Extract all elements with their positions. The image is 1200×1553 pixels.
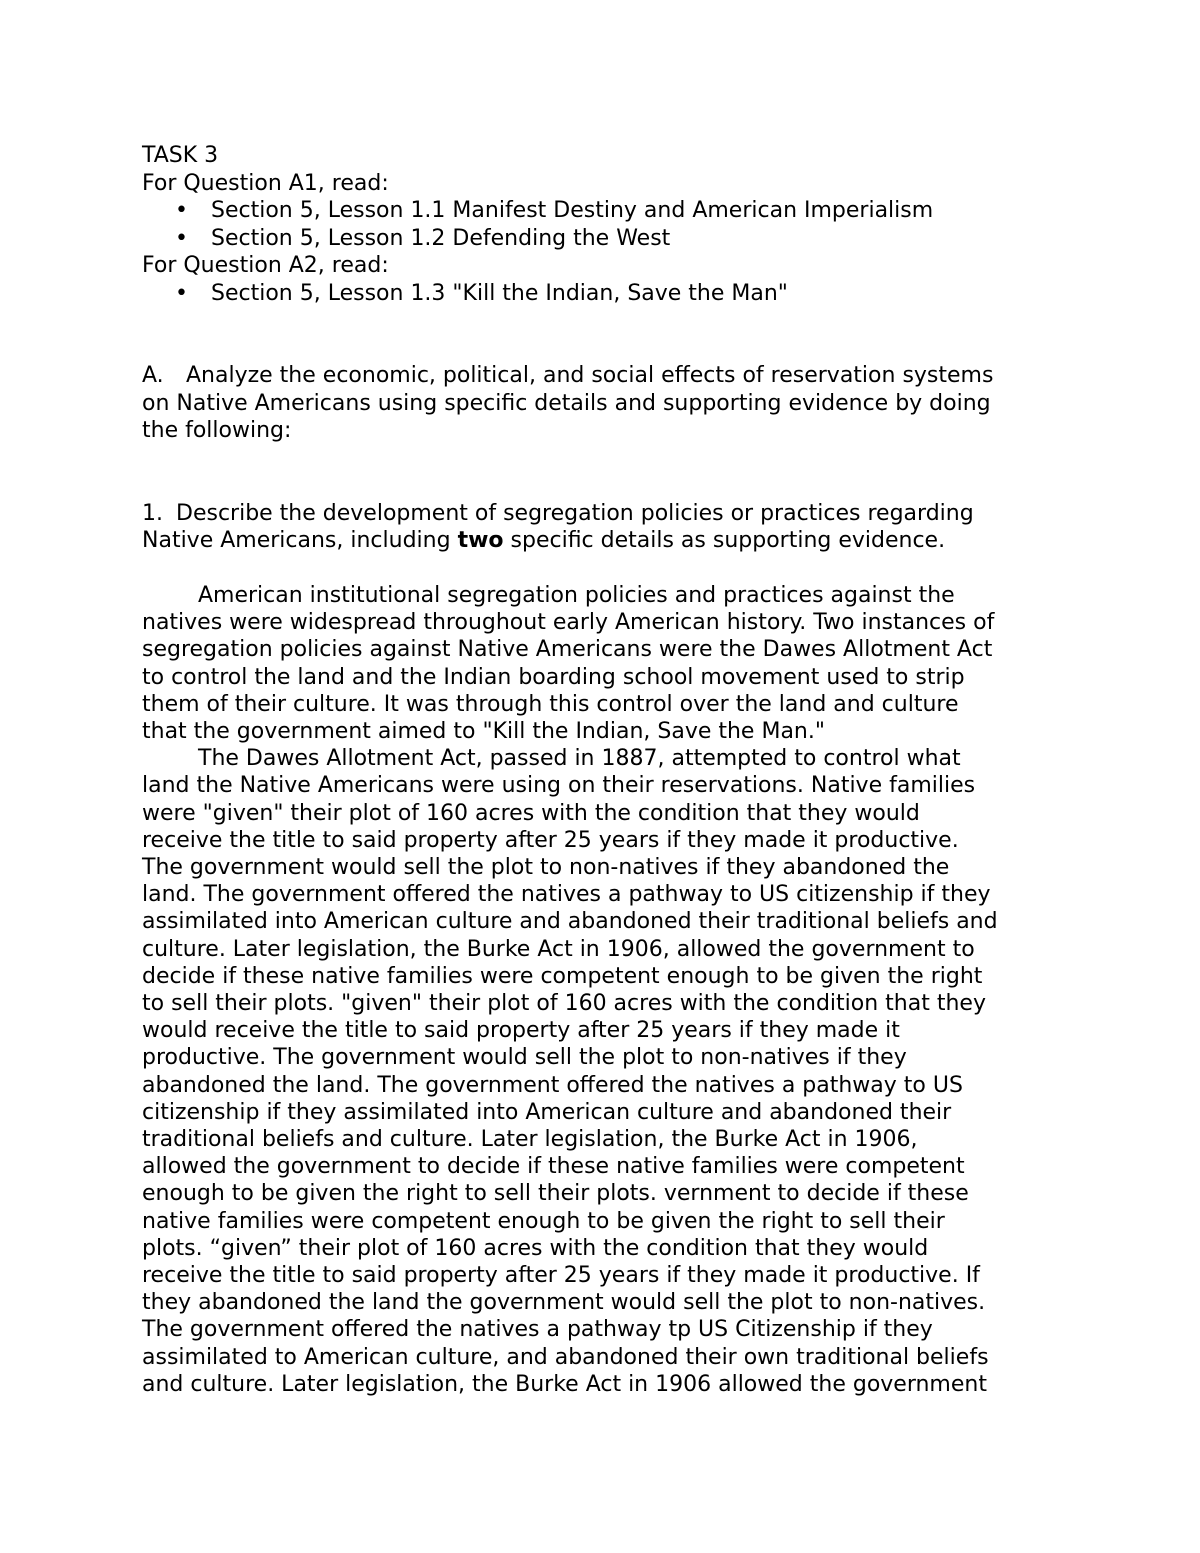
prompt-1-text: specific details as supporting evidence. [503, 528, 946, 553]
prompt-a [142, 362, 1067, 445]
task-title: TASK 3 [142, 143, 219, 168]
paragraph-line: traditional beliefs and culture. Later legislation, the Burke Act in 1906, [142, 1127, 918, 1153]
paragraph-line: productive. The government would sell the plot to non-natives if they [142, 1045, 907, 1071]
paragraph-line: decide if these native families were competent enough to be given the right [142, 963, 983, 989]
prompt-a-line [142, 362, 1067, 390]
prompt-a-line: the following: [142, 418, 292, 443]
paragraph-line: receive the title to said property after 25 years if they made it productive. If [142, 1263, 980, 1289]
reading-item-text: Section 5, Lesson 1.2 Defending the West [211, 225, 671, 251]
reading-item [142, 197, 1067, 225]
spacer [142, 445, 1067, 500]
paragraph-line: land the Native Americans were using on their reservations. Native families [142, 773, 976, 799]
prompt-1 [142, 500, 1067, 555]
reading-item [142, 225, 1067, 253]
prompt-a-text: Analyze the economic, political, and social effects of reservation systems [186, 363, 994, 388]
paragraph-line: allowed the government to decide if these native families were competent [142, 1154, 965, 1180]
answer-paragraph-1 [142, 582, 1067, 745]
paragraph-line: them of their culture. It was through this control over the land and culture [142, 691, 959, 717]
spacer [142, 307, 1067, 362]
paragraph-line: were "given" their plot of 160 acres with the condition that they would [142, 800, 920, 826]
reading-item [142, 280, 1067, 308]
paragraph-line: land. The government offered the natives a pathway to US citizenship if they [142, 882, 991, 908]
document-page [142, 142, 1067, 1398]
paragraph-line: American institutional segregation policies and practices against the [198, 583, 955, 608]
paragraph-line: to control the land and the Indian boarding school movement used to strip [142, 664, 965, 690]
paragraph-line: to sell their plots. "given" their plot of 160 acres with the condition that they [142, 991, 986, 1017]
paragraph-line: The Dawes Allotment Act, passed in 1887, attempted to control what [198, 746, 961, 772]
prompt-1-label: 1. [142, 500, 163, 526]
question-a1-reading-list [142, 197, 1067, 252]
question-a2-intro: For Question A2, read: [142, 253, 389, 278]
paragraph-line: receive the title to said property after 25 years if they made it productive. [142, 827, 959, 853]
paragraph-line: enough to be given the right to sell their plots. vernment to decide if these [142, 1181, 969, 1207]
paragraph-line: that the government aimed to "Kill the Indian, Save the Man." [142, 719, 825, 745]
bullet-icon: • [175, 280, 188, 306]
prompt-1-text: Describe the development of segregation policies or practices regarding [176, 500, 974, 526]
paragraph-line: would receive the title to said property after 25 years if they made it [142, 1018, 900, 1044]
prompt-1-text: Native Americans, including [142, 528, 458, 553]
prompt-1-emphasis: two [457, 528, 504, 553]
question-a1-intro: For Question A1, read: [142, 170, 389, 196]
spacer [142, 555, 1067, 583]
paragraph-line: and culture. Later legislation, the Burke Act in 1906 allowed the government [142, 1371, 987, 1397]
bullet-icon: • [175, 198, 188, 223]
paragraph-line: natives were widespread throughout early American history. Two instances of [142, 610, 995, 636]
paragraph-line: abandoned the land. The government offered the natives a pathway to US [142, 1072, 963, 1098]
paragraph-line: they abandoned the land the government would sell the plot to non-natives. [142, 1290, 986, 1316]
paragraph-line: plots. “given” their plot of 160 acres with the condition that they would [142, 1235, 929, 1261]
question-a2-reading-list [142, 280, 1067, 308]
paragraph-line: The government offered the natives a pathway tp US Citizenship if they [142, 1317, 933, 1343]
paragraph-line: culture. Later legislation, the Burke Act in 1906, allowed the government to [142, 936, 975, 962]
prompt-a-line: on Native Americans using specific details and supporting evidence by doing [142, 390, 991, 416]
answer-paragraph-2 [142, 745, 1067, 1398]
paragraph-line: assimilated into American culture and abandoned their traditional beliefs and [142, 909, 998, 935]
prompt-1-line [142, 500, 1067, 528]
reading-item-text: Section 5, Lesson 1.1 Manifest Destiny and American Imperialism [211, 198, 934, 223]
prompt-a-label: A. [142, 363, 164, 388]
paragraph-line: native families were competent enough to be given the right to sell their [142, 1208, 945, 1234]
prompt-1-line [142, 527, 1067, 555]
bullet-icon: • [175, 225, 188, 251]
paragraph-line: assimilated to American culture, and abandoned their own traditional beliefs [142, 1344, 989, 1370]
paragraph-line: segregation policies against Native Americans were the Dawes Allotment Act [142, 637, 993, 663]
paragraph-line: The government would sell the plot to non-natives if they abandoned the [142, 855, 950, 881]
paragraph-line: citizenship if they assimilated into American culture and abandoned their [142, 1099, 952, 1125]
reading-item-text: Section 5, Lesson 1.3 "Kill the Indian, Save the Man" [211, 280, 788, 306]
